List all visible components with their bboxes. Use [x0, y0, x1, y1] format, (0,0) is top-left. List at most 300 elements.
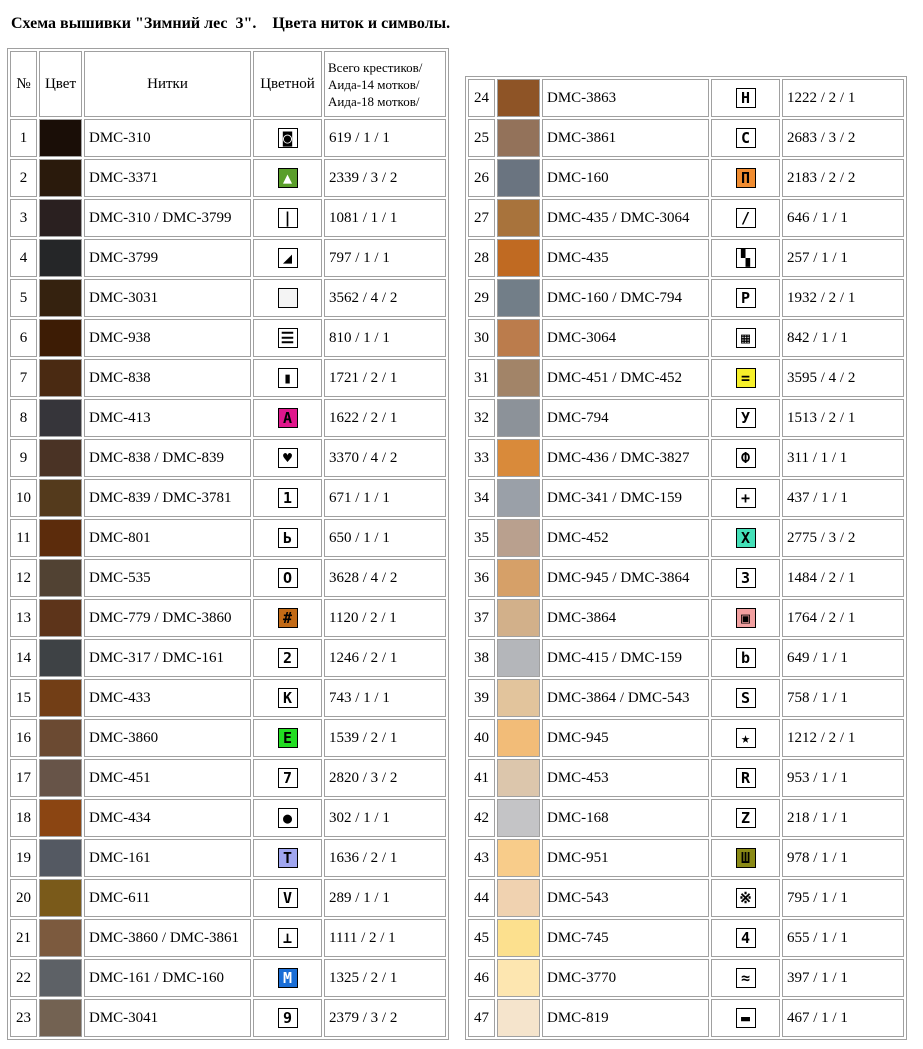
symbol-cell [253, 399, 322, 437]
table-row [10, 599, 446, 637]
row-number: 8 [10, 399, 37, 437]
table-row [10, 399, 446, 437]
symbol-cell [711, 999, 780, 1037]
stitch-count: 3628 / 4 / 2 [324, 559, 446, 597]
table-row [468, 159, 904, 197]
symbol-cell [253, 919, 322, 957]
row-number: 33 [468, 439, 495, 477]
symbol-cell [711, 479, 780, 517]
row-number: 47 [468, 999, 495, 1037]
row-number: 3 [10, 199, 37, 237]
symbol-cell [711, 239, 780, 277]
stitch-symbol-icon: ▚ [736, 248, 756, 268]
table-row [10, 839, 446, 877]
thread-name: DMC-451 / DMC-452 [542, 359, 709, 397]
header-total-line1: Всего крестиков/ [328, 59, 423, 75]
table-row [468, 79, 904, 117]
stitch-symbol-icon: H [736, 88, 756, 108]
symbol-cell [253, 199, 322, 237]
row-number: 34 [468, 479, 495, 517]
thread-name: DMC-951 [542, 839, 709, 877]
symbol-cell [253, 559, 322, 597]
stitch-count: 1539 / 2 / 1 [324, 719, 446, 757]
symbol-cell [253, 519, 322, 557]
thread-name: DMC-434 [84, 799, 251, 837]
stitch-count: 3595 / 4 / 2 [782, 359, 904, 397]
thread-name: DMC-3770 [542, 959, 709, 997]
thread-name: DMC-3861 [542, 119, 709, 157]
color-swatch [39, 759, 82, 797]
color-swatch [497, 959, 540, 997]
stitch-symbol-icon: ※ [736, 888, 756, 908]
row-number: 40 [468, 719, 495, 757]
table-row [10, 679, 446, 717]
stitch-count: 1484 / 2 / 1 [782, 559, 904, 597]
row-number: 22 [10, 959, 37, 997]
stitch-symbol-icon: Ш [736, 848, 756, 868]
color-swatch [39, 839, 82, 877]
table-row [468, 839, 904, 877]
table-row [10, 359, 446, 397]
header-symbol: Цветной [253, 51, 322, 117]
stitch-symbol-icon: Ф [736, 448, 756, 468]
symbol-cell [253, 999, 322, 1037]
stitch-count: 1932 / 2 / 1 [782, 279, 904, 317]
stitch-count: 646 / 1 / 1 [782, 199, 904, 237]
table-row [468, 799, 904, 837]
symbol-cell [253, 839, 322, 877]
symbol-cell [253, 759, 322, 797]
stitch-count: 3562 / 4 / 2 [324, 279, 446, 317]
row-number: 27 [468, 199, 495, 237]
thread-name: DMC-341 / DMC-159 [542, 479, 709, 517]
table-row [468, 919, 904, 957]
stitch-count: 649 / 1 / 1 [782, 639, 904, 677]
row-number: 46 [468, 959, 495, 997]
thread-name: DMC-794 [542, 399, 709, 437]
thread-name: DMC-945 [542, 719, 709, 757]
thread-name: DMC-433 [84, 679, 251, 717]
stitch-count: 437 / 1 / 1 [782, 479, 904, 517]
row-number: 41 [468, 759, 495, 797]
color-swatch [497, 839, 540, 877]
color-swatch [497, 999, 540, 1037]
stitch-symbol-icon: ☰ [278, 328, 298, 348]
stitch-symbol-icon: V [278, 888, 298, 908]
stitch-count: 1222 / 2 / 1 [782, 79, 904, 117]
color-swatch [39, 679, 82, 717]
stitch-count: 397 / 1 / 1 [782, 959, 904, 997]
thread-name: DMC-160 / DMC-794 [542, 279, 709, 317]
table-row [468, 319, 904, 357]
stitch-count: 1513 / 2 / 1 [782, 399, 904, 437]
symbol-cell [711, 959, 780, 997]
thread-name: DMC-3864 [542, 599, 709, 637]
color-swatch [497, 479, 540, 517]
stitch-count: 650 / 1 / 1 [324, 519, 446, 557]
thread-name: DMC-3371 [84, 159, 251, 197]
thread-name: DMC-435 [542, 239, 709, 277]
table-row [468, 599, 904, 637]
table-row [10, 319, 446, 357]
table-row [468, 239, 904, 277]
stitch-symbol-icon: # [278, 608, 298, 628]
table-row [468, 199, 904, 237]
symbol-cell [711, 199, 780, 237]
thread-name: DMC-3860 / DMC-3861 [84, 919, 251, 957]
thread-name: DMC-161 [84, 839, 251, 877]
row-number: 28 [468, 239, 495, 277]
stitch-count: 1622 / 2 / 1 [324, 399, 446, 437]
color-swatch [497, 519, 540, 557]
stitch-symbol-icon: C [736, 128, 756, 148]
thread-name: DMC-945 / DMC-3864 [542, 559, 709, 597]
table-row [468, 399, 904, 437]
thread-name: DMC-779 / DMC-3860 [84, 599, 251, 637]
symbol-cell [711, 839, 780, 877]
color-swatch [39, 279, 82, 317]
row-number: 19 [10, 839, 37, 877]
table-row [10, 519, 446, 557]
stitch-count: 1212 / 2 / 1 [782, 719, 904, 757]
thread-name: DMC-938 [84, 319, 251, 357]
row-number: 43 [468, 839, 495, 877]
thread-name: DMC-3064 [542, 319, 709, 357]
symbol-cell [253, 439, 322, 477]
thread-name: DMC-3799 [84, 239, 251, 277]
stitch-count: 2683 / 3 / 2 [782, 119, 904, 157]
thread-name: DMC-801 [84, 519, 251, 557]
stitch-count: 1081 / 1 / 1 [324, 199, 446, 237]
thread-name: DMC-611 [84, 879, 251, 917]
table-row [10, 639, 446, 677]
stitch-count: 978 / 1 / 1 [782, 839, 904, 877]
thread-name: DMC-436 / DMC-3827 [542, 439, 709, 477]
stitch-count: 311 / 1 / 1 [782, 439, 904, 477]
color-swatch [39, 359, 82, 397]
header-total-line2: Аида-14 мотков/ [328, 76, 420, 92]
stitch-symbol-icon: ▦ [736, 328, 756, 348]
row-number: 44 [468, 879, 495, 917]
thread-name: DMC-3031 [84, 279, 251, 317]
row-number: 37 [468, 599, 495, 637]
table-row [10, 559, 446, 597]
symbol-cell [253, 959, 322, 997]
header-total-line3: Аида-18 мотков/ [328, 93, 420, 109]
stitch-symbol-icon: ◙ [278, 128, 298, 148]
thread-name: DMC-819 [542, 999, 709, 1037]
symbol-cell [711, 599, 780, 637]
thread-name: DMC-745 [542, 919, 709, 957]
color-swatch [497, 79, 540, 117]
stitch-count: 1111 / 2 / 1 [324, 919, 446, 957]
table-row [10, 759, 446, 797]
row-number: 13 [10, 599, 37, 637]
stitch-count: 1325 / 2 / 1 [324, 959, 446, 997]
table-row [468, 679, 904, 717]
stitch-symbol-icon: ▲ [278, 168, 298, 188]
thread-name: DMC-317 / DMC-161 [84, 639, 251, 677]
table-row [468, 959, 904, 997]
stitch-count: 302 / 1 / 1 [324, 799, 446, 837]
color-swatch [39, 799, 82, 837]
thread-name: DMC-3864 / DMC-543 [542, 679, 709, 717]
stitch-count: 467 / 1 / 1 [782, 999, 904, 1037]
row-number: 14 [10, 639, 37, 677]
symbol-cell [253, 159, 322, 197]
symbol-cell [711, 679, 780, 717]
color-swatch [39, 479, 82, 517]
stitch-count: 619 / 1 / 1 [324, 119, 446, 157]
color-swatch [39, 239, 82, 277]
thread-name: DMC-453 [542, 759, 709, 797]
thread-name: DMC-3041 [84, 999, 251, 1037]
symbol-cell [711, 319, 780, 357]
color-swatch [497, 719, 540, 757]
table-row [10, 199, 446, 237]
row-number: 9 [10, 439, 37, 477]
symbol-cell [253, 639, 322, 677]
row-number: 29 [468, 279, 495, 317]
symbol-cell [711, 79, 780, 117]
stitch-symbol-icon: S [736, 688, 756, 708]
symbol-cell [253, 879, 322, 917]
stitch-symbol-icon [278, 288, 298, 308]
stitch-symbol-icon: 2 [278, 648, 298, 668]
table-row [10, 439, 446, 477]
stitch-count: 218 / 1 / 1 [782, 799, 904, 837]
symbol-cell [253, 719, 322, 757]
stitch-symbol-icon: = [736, 368, 756, 388]
stitch-symbol-icon: K [278, 688, 298, 708]
row-number: 20 [10, 879, 37, 917]
symbol-cell [711, 399, 780, 437]
table-row [10, 879, 446, 917]
table-row [468, 879, 904, 917]
color-swatch [39, 879, 82, 917]
stitch-count: 257 / 1 / 1 [782, 239, 904, 277]
color-swatch [39, 919, 82, 957]
table-row [10, 959, 446, 997]
color-swatch [39, 559, 82, 597]
thread-name: DMC-3860 [84, 719, 251, 757]
stitch-count: 2775 / 3 / 2 [782, 519, 904, 557]
threads-table-left [7, 48, 449, 1040]
symbol-cell [253, 359, 322, 397]
row-number: 5 [10, 279, 37, 317]
stitch-count: 671 / 1 / 1 [324, 479, 446, 517]
row-number: 4 [10, 239, 37, 277]
thread-name: DMC-451 [84, 759, 251, 797]
stitch-count: 810 / 1 / 1 [324, 319, 446, 357]
symbol-cell [711, 359, 780, 397]
color-swatch [497, 119, 540, 157]
color-swatch [497, 439, 540, 477]
stitch-symbol-icon: T [278, 848, 298, 868]
row-number: 31 [468, 359, 495, 397]
color-swatch [497, 759, 540, 797]
stitch-symbol-icon: П [736, 168, 756, 188]
row-number: 7 [10, 359, 37, 397]
header-color: Цвет [39, 51, 82, 117]
stitch-count: 743 / 1 / 1 [324, 679, 446, 717]
row-number: 26 [468, 159, 495, 197]
stitch-symbol-icon: O [278, 568, 298, 588]
color-swatch [497, 159, 540, 197]
row-number: 12 [10, 559, 37, 597]
row-number: 2 [10, 159, 37, 197]
stitch-count: 842 / 1 / 1 [782, 319, 904, 357]
table-header-row [10, 51, 446, 117]
table-row [468, 519, 904, 557]
thread-name: DMC-838 [84, 359, 251, 397]
stitch-symbol-icon: 1 [278, 488, 298, 508]
color-swatch [497, 799, 540, 837]
stitch-symbol-icon: У [736, 408, 756, 428]
row-number: 15 [10, 679, 37, 717]
stitch-symbol-icon: + [736, 488, 756, 508]
color-swatch [39, 599, 82, 637]
thread-name: DMC-435 / DMC-3064 [542, 199, 709, 237]
symbol-cell [253, 239, 322, 277]
stitch-symbol-icon: ⊥ [278, 928, 298, 948]
table-row [468, 759, 904, 797]
stitch-count: 1764 / 2 / 1 [782, 599, 904, 637]
color-swatch [497, 919, 540, 957]
thread-name: DMC-310 / DMC-3799 [84, 199, 251, 237]
table-row [10, 799, 446, 837]
symbol-cell [711, 159, 780, 197]
table-row [468, 999, 904, 1037]
stitch-symbol-icon: E [278, 728, 298, 748]
color-swatch [497, 319, 540, 357]
row-number: 1 [10, 119, 37, 157]
color-swatch [39, 199, 82, 237]
color-swatch [39, 439, 82, 477]
symbol-cell [253, 319, 322, 357]
color-swatch [39, 319, 82, 357]
stitch-count: 795 / 1 / 1 [782, 879, 904, 917]
page-title: Схема вышивки "Зимний лес 3". Цвета ниток и символы. [11, 15, 451, 32]
stitch-symbol-icon: / [736, 208, 756, 228]
row-number: 21 [10, 919, 37, 957]
table-row [468, 119, 904, 157]
symbol-cell [711, 559, 780, 597]
thread-name: DMC-413 [84, 399, 251, 437]
stitch-count: 655 / 1 / 1 [782, 919, 904, 957]
symbol-cell [711, 119, 780, 157]
color-swatch [39, 119, 82, 157]
row-number: 23 [10, 999, 37, 1037]
symbol-cell [711, 919, 780, 957]
color-swatch [39, 159, 82, 197]
stitch-count: 2379 / 3 / 2 [324, 999, 446, 1037]
thread-name: DMC-310 [84, 119, 251, 157]
color-swatch [497, 879, 540, 917]
color-swatch [497, 639, 540, 677]
table-row [468, 279, 904, 317]
row-number: 25 [468, 119, 495, 157]
thread-name: DMC-160 [542, 159, 709, 197]
stitch-symbol-icon: 9 [278, 1008, 298, 1028]
stitch-count: 289 / 1 / 1 [324, 879, 446, 917]
thread-name: DMC-415 / DMC-159 [542, 639, 709, 677]
header-threads: Нитки [84, 51, 251, 117]
stitch-symbol-icon: 7 [278, 768, 298, 788]
symbol-cell [253, 679, 322, 717]
table-row [10, 479, 446, 517]
row-number: 24 [468, 79, 495, 117]
color-swatch [497, 199, 540, 237]
symbol-cell [711, 439, 780, 477]
row-number: 6 [10, 319, 37, 357]
stitch-symbol-icon: ● [278, 808, 298, 828]
row-number: 18 [10, 799, 37, 837]
symbol-cell [711, 639, 780, 677]
table-row [10, 119, 446, 157]
thread-name: DMC-839 / DMC-3781 [84, 479, 251, 517]
row-number: 39 [468, 679, 495, 717]
row-number: 16 [10, 719, 37, 757]
color-swatch [497, 559, 540, 597]
stitch-symbol-icon: ≈ [736, 968, 756, 988]
stitch-symbol-icon: ★ [736, 728, 756, 748]
symbol-cell [253, 599, 322, 637]
thread-name: DMC-452 [542, 519, 709, 557]
color-swatch [39, 719, 82, 757]
color-swatch [39, 999, 82, 1037]
stitch-symbol-icon: R [736, 768, 756, 788]
table-row [10, 239, 446, 277]
thread-name: DMC-3863 [542, 79, 709, 117]
color-swatch [497, 359, 540, 397]
color-swatch [39, 959, 82, 997]
row-number: 17 [10, 759, 37, 797]
thread-name: DMC-535 [84, 559, 251, 597]
symbol-cell [253, 279, 322, 317]
stitch-symbol-icon: ▣ [736, 608, 756, 628]
stitch-count: 953 / 1 / 1 [782, 759, 904, 797]
stitch-count: 3370 / 4 / 2 [324, 439, 446, 477]
color-swatch [497, 399, 540, 437]
color-swatch [39, 399, 82, 437]
row-number: 10 [10, 479, 37, 517]
thread-name: DMC-543 [542, 879, 709, 917]
symbol-cell [711, 519, 780, 557]
stitch-symbol-icon: ♥ [278, 448, 298, 468]
stitch-symbol-icon: ▮ [278, 368, 298, 388]
stitch-symbol-icon: b [736, 648, 756, 668]
table-row [468, 439, 904, 477]
stitch-symbol-icon: Ь [278, 528, 298, 548]
color-swatch [39, 519, 82, 557]
symbol-cell [253, 799, 322, 837]
symbol-cell [711, 759, 780, 797]
row-number: 11 [10, 519, 37, 557]
table-row [10, 919, 446, 957]
stitch-count: 1636 / 2 / 1 [324, 839, 446, 877]
stitch-count: 2339 / 3 / 2 [324, 159, 446, 197]
table-row [468, 359, 904, 397]
row-number: 35 [468, 519, 495, 557]
symbol-cell [711, 719, 780, 757]
symbol-cell [711, 879, 780, 917]
table-row [10, 719, 446, 757]
stitch-symbol-icon: P [736, 288, 756, 308]
row-number: 45 [468, 919, 495, 957]
symbol-cell [253, 479, 322, 517]
stitch-symbol-icon: M [278, 968, 298, 988]
